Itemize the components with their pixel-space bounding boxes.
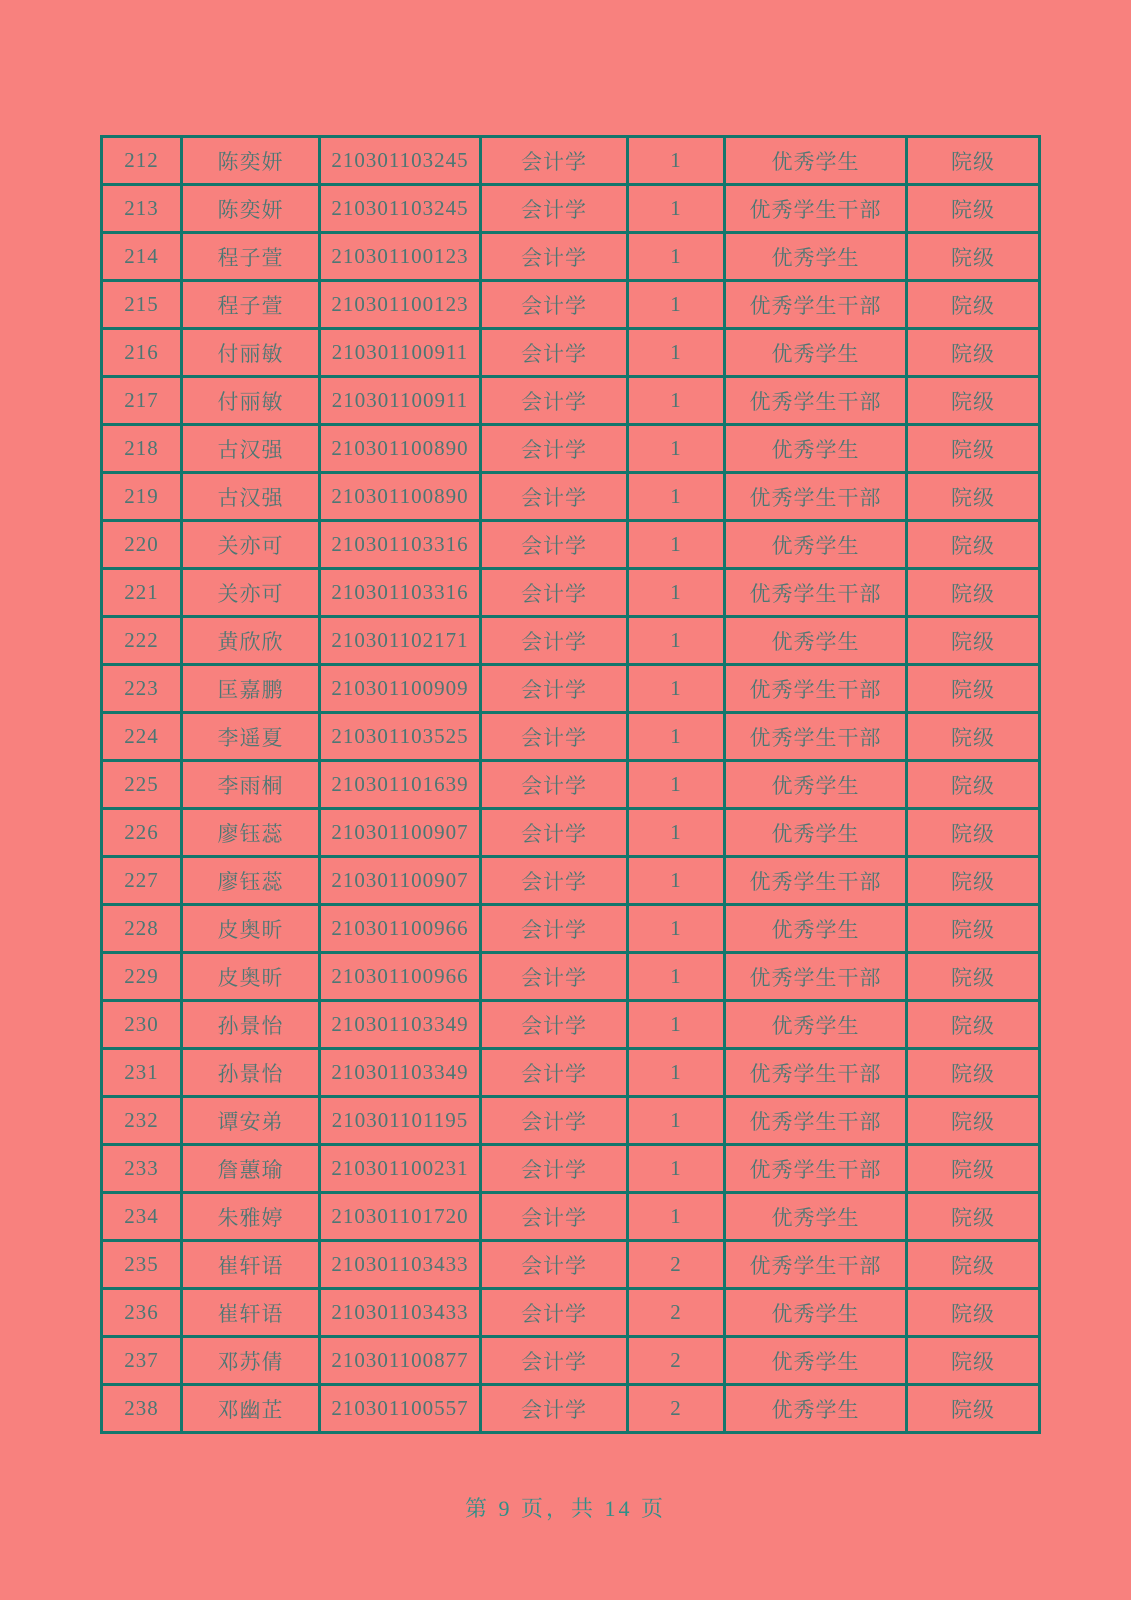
cell-level: 院级 (907, 1145, 1040, 1193)
cell-award: 优秀学生 (725, 1385, 907, 1433)
cell-grade: 1 (628, 377, 725, 425)
cell-student-id: 210301103316 (320, 521, 481, 569)
cell-student-id: 210301100890 (320, 473, 481, 521)
cell-major: 会计学 (481, 377, 628, 425)
table-row (102, 1337, 1040, 1385)
cell-major: 会计学 (481, 281, 628, 329)
cell-grade: 1 (628, 761, 725, 809)
cell-major: 会计学 (481, 185, 628, 233)
cell-index: 228 (102, 905, 182, 953)
cell-level: 院级 (907, 329, 1040, 377)
cell-level: 院级 (907, 857, 1040, 905)
cell-student-id: 210301101639 (320, 761, 481, 809)
cell-major: 会计学 (481, 1337, 628, 1385)
cell-name: 詹蕙瑜 (182, 1145, 320, 1193)
cell-student-id: 210301100123 (320, 233, 481, 281)
cell-name: 崔轩语 (182, 1289, 320, 1337)
cell-student-id: 210301100911 (320, 377, 481, 425)
cell-index: 226 (102, 809, 182, 857)
cell-index: 234 (102, 1193, 182, 1241)
cell-award: 优秀学生干部 (725, 953, 907, 1001)
cell-grade: 1 (628, 809, 725, 857)
cell-major: 会计学 (481, 809, 628, 857)
cell-index: 237 (102, 1337, 182, 1385)
cell-student-id: 210301103349 (320, 1049, 481, 1097)
cell-award: 优秀学生 (725, 1289, 907, 1337)
cell-major: 会计学 (481, 857, 628, 905)
cell-name: 朱雅婷 (182, 1193, 320, 1241)
cell-grade: 1 (628, 1145, 725, 1193)
cell-index: 231 (102, 1049, 182, 1097)
cell-student-id: 210301103316 (320, 569, 481, 617)
cell-name: 匡嘉鹏 (182, 665, 320, 713)
cell-major: 会计学 (481, 1193, 628, 1241)
cell-grade: 2 (628, 1241, 725, 1289)
cell-student-id: 210301100907 (320, 809, 481, 857)
cell-name: 关亦可 (182, 569, 320, 617)
table-row (102, 857, 1040, 905)
cell-name: 崔轩语 (182, 1241, 320, 1289)
cell-award: 优秀学生干部 (725, 1049, 907, 1097)
cell-award: 优秀学生 (725, 809, 907, 857)
cell-award: 优秀学生干部 (725, 1097, 907, 1145)
cell-index: 218 (102, 425, 182, 473)
cell-index: 229 (102, 953, 182, 1001)
cell-major: 会计学 (481, 1049, 628, 1097)
cell-level: 院级 (907, 905, 1040, 953)
cell-grade: 1 (628, 473, 725, 521)
table-row (102, 521, 1040, 569)
table-row (102, 1097, 1040, 1145)
cell-student-id: 210301100966 (320, 905, 481, 953)
table-row (102, 137, 1040, 185)
cell-grade: 1 (628, 137, 725, 185)
cell-grade: 1 (628, 857, 725, 905)
cell-level: 院级 (907, 1001, 1040, 1049)
cell-award: 优秀学生 (725, 521, 907, 569)
cell-award: 优秀学生干部 (725, 281, 907, 329)
cell-name: 廖钰蕊 (182, 809, 320, 857)
cell-level: 院级 (907, 1289, 1040, 1337)
cell-major: 会计学 (481, 665, 628, 713)
cell-major: 会计学 (481, 1001, 628, 1049)
cell-level: 院级 (907, 1097, 1040, 1145)
table-row (102, 1289, 1040, 1337)
cell-student-id: 210301103245 (320, 137, 481, 185)
table-row (102, 1049, 1040, 1097)
cell-major: 会计学 (481, 521, 628, 569)
cell-name: 古汉强 (182, 473, 320, 521)
cell-award: 优秀学生干部 (725, 377, 907, 425)
cell-student-id: 210301103245 (320, 185, 481, 233)
cell-level: 院级 (907, 185, 1040, 233)
cell-index: 232 (102, 1097, 182, 1145)
student-awards-table (100, 135, 1041, 1434)
cell-level: 院级 (907, 1385, 1040, 1433)
cell-name: 李遥夏 (182, 713, 320, 761)
cell-grade: 1 (628, 425, 725, 473)
table-row (102, 425, 1040, 473)
cell-name: 黄欣欣 (182, 617, 320, 665)
cell-index: 212 (102, 137, 182, 185)
cell-level: 院级 (907, 473, 1040, 521)
table-row (102, 1001, 1040, 1049)
cell-level: 院级 (907, 617, 1040, 665)
cell-index: 235 (102, 1241, 182, 1289)
table-row (102, 905, 1040, 953)
cell-award: 优秀学生干部 (725, 473, 907, 521)
cell-name: 关亦可 (182, 521, 320, 569)
cell-award: 优秀学生干部 (725, 1241, 907, 1289)
cell-award: 优秀学生 (725, 233, 907, 281)
cell-level: 院级 (907, 281, 1040, 329)
cell-student-id: 210301103349 (320, 1001, 481, 1049)
cell-index: 214 (102, 233, 182, 281)
cell-name: 孙景怡 (182, 1001, 320, 1049)
cell-major: 会计学 (481, 1145, 628, 1193)
table-row (102, 809, 1040, 857)
cell-level: 院级 (907, 233, 1040, 281)
table-row (102, 1193, 1040, 1241)
cell-index: 216 (102, 329, 182, 377)
table-row (102, 761, 1040, 809)
cell-award: 优秀学生干部 (725, 713, 907, 761)
cell-name: 付丽敏 (182, 329, 320, 377)
cell-student-id: 210301101720 (320, 1193, 481, 1241)
cell-major: 会计学 (481, 569, 628, 617)
cell-name: 廖钰蕊 (182, 857, 320, 905)
cell-level: 院级 (907, 713, 1040, 761)
cell-level: 院级 (907, 761, 1040, 809)
cell-award: 优秀学生干部 (725, 857, 907, 905)
cell-grade: 1 (628, 713, 725, 761)
cell-major: 会计学 (481, 953, 628, 1001)
cell-name: 程子萱 (182, 281, 320, 329)
cell-award: 优秀学生 (725, 329, 907, 377)
cell-major: 会计学 (481, 137, 628, 185)
cell-major: 会计学 (481, 1289, 628, 1337)
cell-grade: 1 (628, 281, 725, 329)
page-number-footer: 第 9 页，共 14 页 (464, 1496, 666, 1521)
cell-student-id: 210301103525 (320, 713, 481, 761)
table-row (102, 329, 1040, 377)
cell-index: 219 (102, 473, 182, 521)
table-row (102, 665, 1040, 713)
cell-level: 院级 (907, 1241, 1040, 1289)
cell-name: 孙景怡 (182, 1049, 320, 1097)
cell-grade: 1 (628, 569, 725, 617)
cell-level: 院级 (907, 569, 1040, 617)
cell-student-id: 210301100231 (320, 1145, 481, 1193)
cell-index: 217 (102, 377, 182, 425)
cell-level: 院级 (907, 1193, 1040, 1241)
cell-student-id: 210301101195 (320, 1097, 481, 1145)
cell-grade: 1 (628, 905, 725, 953)
cell-name: 邓苏倩 (182, 1337, 320, 1385)
cell-level: 院级 (907, 953, 1040, 1001)
cell-grade: 1 (628, 1097, 725, 1145)
cell-grade: 1 (628, 1001, 725, 1049)
cell-level: 院级 (907, 521, 1040, 569)
cell-index: 213 (102, 185, 182, 233)
cell-major: 会计学 (481, 329, 628, 377)
cell-grade: 2 (628, 1385, 725, 1433)
table-row (102, 1385, 1040, 1433)
cell-student-id: 210301100123 (320, 281, 481, 329)
table-row (102, 713, 1040, 761)
cell-major: 会计学 (481, 617, 628, 665)
cell-award: 优秀学生干部 (725, 569, 907, 617)
cell-name: 陈奕妍 (182, 137, 320, 185)
cell-award: 优秀学生 (725, 905, 907, 953)
cell-major: 会计学 (481, 1385, 628, 1433)
table-row (102, 473, 1040, 521)
cell-student-id: 210301100890 (320, 425, 481, 473)
cell-name: 付丽敏 (182, 377, 320, 425)
cell-level: 院级 (907, 809, 1040, 857)
table-row (102, 281, 1040, 329)
cell-award: 优秀学生干部 (725, 665, 907, 713)
cell-grade: 1 (628, 1193, 725, 1241)
cell-student-id: 210301102171 (320, 617, 481, 665)
cell-grade: 1 (628, 617, 725, 665)
cell-index: 233 (102, 1145, 182, 1193)
cell-index: 215 (102, 281, 182, 329)
cell-name: 皮奥昕 (182, 953, 320, 1001)
cell-name: 谭安弟 (182, 1097, 320, 1145)
cell-award: 优秀学生 (725, 617, 907, 665)
table-row (102, 1241, 1040, 1289)
cell-major: 会计学 (481, 233, 628, 281)
cell-major: 会计学 (481, 761, 628, 809)
cell-index: 222 (102, 617, 182, 665)
table-row (102, 233, 1040, 281)
cell-name: 邓幽芷 (182, 1385, 320, 1433)
cell-level: 院级 (907, 665, 1040, 713)
cell-name: 皮奥昕 (182, 905, 320, 953)
cell-student-id: 210301100911 (320, 329, 481, 377)
table-row (102, 377, 1040, 425)
table-row (102, 953, 1040, 1001)
cell-index: 224 (102, 713, 182, 761)
cell-major: 会计学 (481, 905, 628, 953)
table-row (102, 617, 1040, 665)
cell-major: 会计学 (481, 425, 628, 473)
cell-name: 李雨桐 (182, 761, 320, 809)
cell-student-id: 210301103433 (320, 1289, 481, 1337)
cell-student-id: 210301103433 (320, 1241, 481, 1289)
cell-student-id: 210301100966 (320, 953, 481, 1001)
cell-index: 230 (102, 1001, 182, 1049)
cell-major: 会计学 (481, 1097, 628, 1145)
cell-index: 223 (102, 665, 182, 713)
cell-grade: 1 (628, 665, 725, 713)
cell-student-id: 210301100877 (320, 1337, 481, 1385)
table-row (102, 185, 1040, 233)
cell-award: 优秀学生 (725, 1001, 907, 1049)
cell-grade: 1 (628, 953, 725, 1001)
cell-index: 225 (102, 761, 182, 809)
cell-major: 会计学 (481, 713, 628, 761)
cell-award: 优秀学生 (725, 425, 907, 473)
cell-index: 236 (102, 1289, 182, 1337)
cell-level: 院级 (907, 1337, 1040, 1385)
cell-award: 优秀学生干部 (725, 1145, 907, 1193)
cell-level: 院级 (907, 425, 1040, 473)
table-row (102, 569, 1040, 617)
cell-grade: 1 (628, 329, 725, 377)
cell-level: 院级 (907, 1049, 1040, 1097)
cell-index: 238 (102, 1385, 182, 1433)
cell-index: 221 (102, 569, 182, 617)
cell-name: 程子萱 (182, 233, 320, 281)
cell-major: 会计学 (481, 473, 628, 521)
cell-student-id: 210301100557 (320, 1385, 481, 1433)
cell-index: 220 (102, 521, 182, 569)
cell-grade: 2 (628, 1289, 725, 1337)
cell-award: 优秀学生 (725, 137, 907, 185)
cell-level: 院级 (907, 377, 1040, 425)
cell-award: 优秀学生 (725, 1193, 907, 1241)
cell-award: 优秀学生 (725, 761, 907, 809)
cell-grade: 1 (628, 521, 725, 569)
cell-level: 院级 (907, 137, 1040, 185)
cell-student-id: 210301100909 (320, 665, 481, 713)
cell-major: 会计学 (481, 1241, 628, 1289)
table-row (102, 1145, 1040, 1193)
cell-grade: 1 (628, 1049, 725, 1097)
cell-award: 优秀学生干部 (725, 185, 907, 233)
cell-grade: 1 (628, 233, 725, 281)
cell-grade: 1 (628, 185, 725, 233)
cell-award: 优秀学生 (725, 1337, 907, 1385)
cell-name: 陈奕妍 (182, 185, 320, 233)
cell-grade: 2 (628, 1337, 725, 1385)
cell-student-id: 210301100907 (320, 857, 481, 905)
cell-name: 古汉强 (182, 425, 320, 473)
cell-index: 227 (102, 857, 182, 905)
